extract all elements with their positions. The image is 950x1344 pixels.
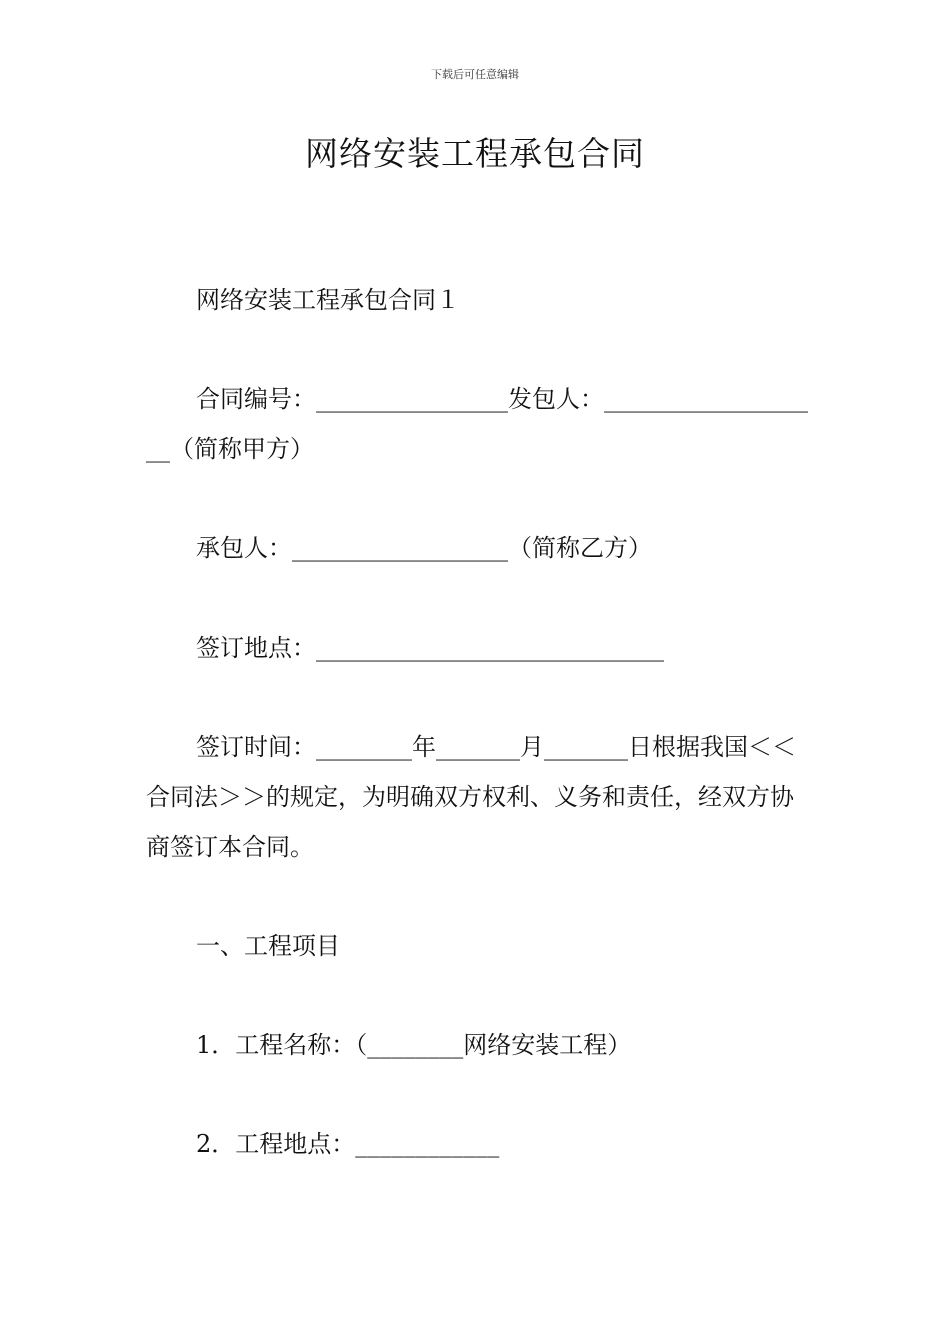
item-2-paragraph: 2．工程地点：____________ bbox=[196, 1130, 500, 1158]
header-note: 下载后可任意编辑 bbox=[431, 68, 519, 81]
document-title: 网络安装工程承包合同 bbox=[305, 134, 645, 173]
item-1-paragraph: 1．工程名称：（________网络安装工程） bbox=[196, 1031, 632, 1059]
sign-place-paragraph: 签订地点：_____________________________ bbox=[196, 634, 664, 662]
contract-number-paragraph: 合同编号：________________发包人：___________________（简称甲方） bbox=[146, 385, 808, 463]
contractor-paragraph: 承包人：__________________（简称乙方） bbox=[196, 534, 652, 562]
section-1-heading: 一、工程项目 bbox=[196, 932, 340, 960]
subtitle-paragraph: 网络安装工程承包合同１ bbox=[196, 286, 460, 314]
sign-time-paragraph: 签订时间：________年_______月_______日根据我国＜＜合同法＞＞的规定，为明确双方权利、义务和责任，经双方协商签订本合同。 bbox=[146, 733, 796, 861]
